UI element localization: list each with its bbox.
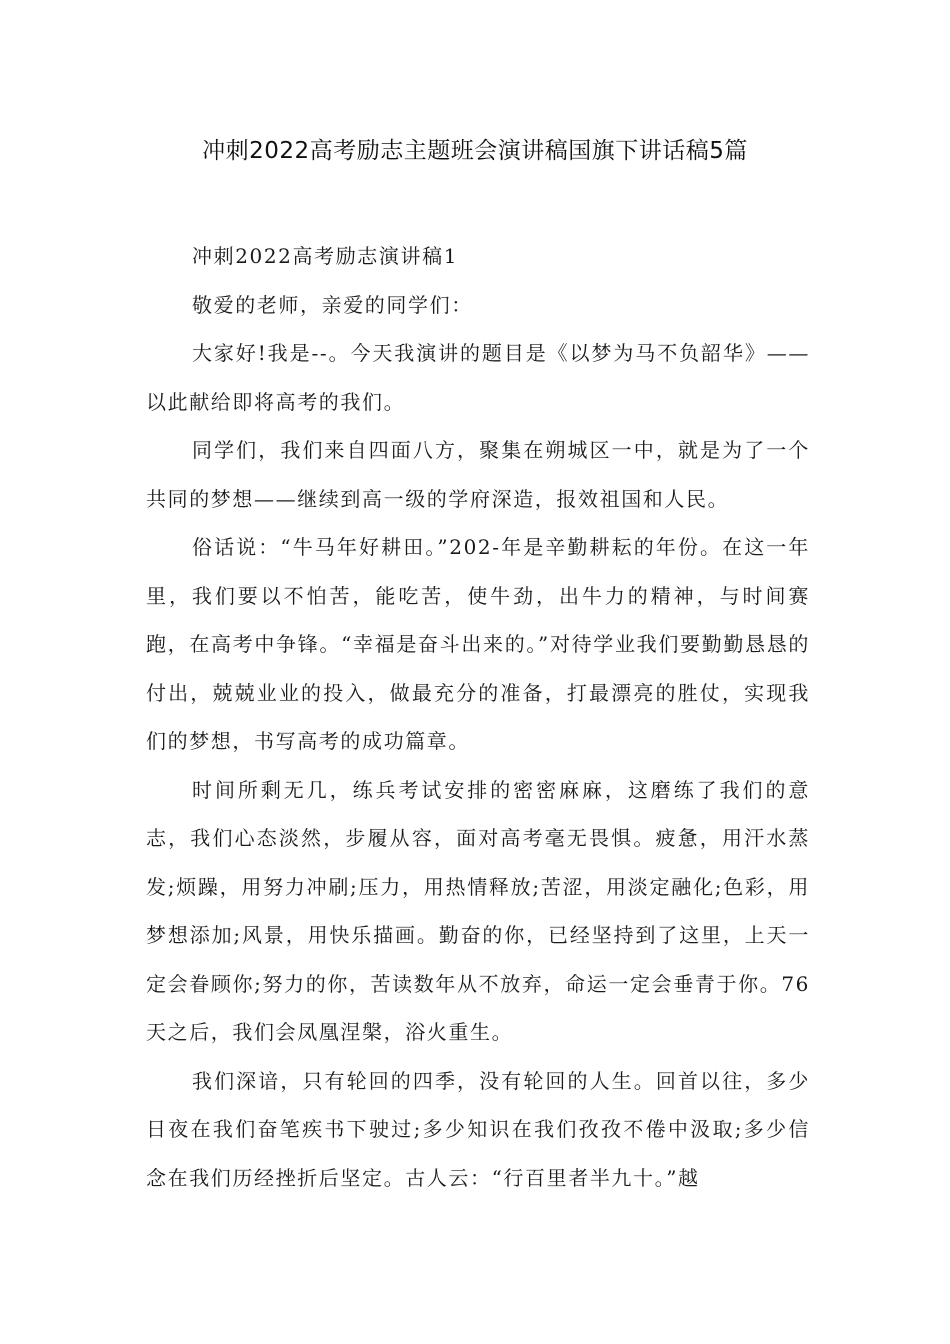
section-heading: 冲刺2022高考励志演讲稿1 [192, 244, 459, 268]
document-body [146, 232, 810, 1202]
paragraph: 时间所剩无几，练兵考试安排的密密麻麻，这磨练了我们的意志，我们心态淡然，步履从容，面对高考毫无畏惧。疲惫，用汗水蒸发;烦躁，用努力冲刷;压力，用热情释放;苦涩，用淡定融化;色彩，用梦想添加;风景，用快乐描画。勤奋的你，已经坚持到了这里，上天一定会眷顾你;努力的你，苦读数年从不放弃，命运一定会垂青于你。76天之后，我们会凤凰涅槃，浴火重生。 [146, 777, 810, 1044]
salutation: 敬爱的老师，亲爱的同学们： [192, 292, 473, 317]
document-title: 冲刺2022高考励志主题班会演讲稿国旗下讲话稿5篇 [202, 138, 748, 164]
paragraph: 俗话说：“牛马年好耕田。”202-年是辛勤耕耘的年份。在这一年里，我们要以不怕苦，能吃苦，使牛劲，出牛力的精神，与时间赛跑，在高考中争锋。“幸福是奋斗出来的。”对待学业我们要勤勤恳恳的付出，兢兢业业的投入，做最充分的准备，打最漂亮的胜仗，实现我们的梦想，书写高考的成功篇章。 [146, 535, 810, 753]
paragraph: 大家好!我是--。今天我演讲的题目是《以梦为马不负韶华》——以此献给即将高考的我们。 [146, 341, 810, 414]
paragraph: 我们深谙，只有轮回的四季，没有轮回的人生。回首以往，多少日夜在我们奋笔疾书下驶过;多少知识在我们孜孜不倦中汲取;多少信念在我们历经挫折后坚定。古人云：“行百里者半九十。”越 [146, 1068, 810, 1190]
paragraph: 同学们，我们来自四面八方，聚集在朔城区一中，就是为了一个共同的梦想——继续到高一级的学府深造，报效祖国和人民。 [146, 438, 810, 511]
